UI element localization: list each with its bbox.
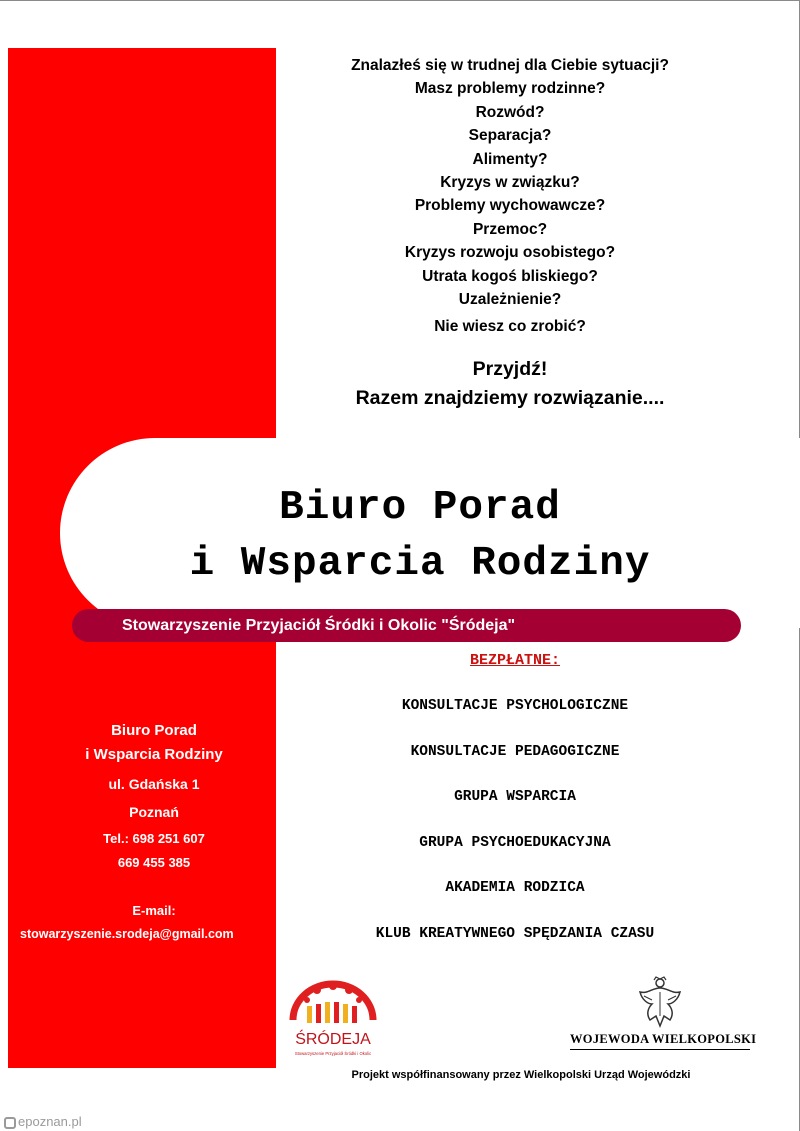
white-eagle-icon — [634, 976, 686, 1030]
question-line: Alimenty? — [472, 150, 548, 168]
watermark-text: epoznan.pl — [18, 1114, 82, 1129]
main-title-line1: Biuro Porad — [279, 485, 561, 531]
call-to-action — [290, 355, 730, 413]
wojewoda-logo — [570, 976, 757, 1052]
service-item: KLUB KREATYWNEGO SPĘDZANIA CZASU — [375, 925, 655, 942]
contact-name-line1: Biuro Porad — [111, 722, 197, 739]
srodeja-logo — [287, 980, 379, 1060]
dont-know-question: Nie wiesz co zrobić? — [434, 318, 586, 335]
contact-name-line2: i Wsparcia Rodziny — [85, 746, 223, 763]
association-banner: Stowarzyszenie Przyjaciół Śródki i Okolic "Śródeja" — [72, 609, 741, 642]
srodeja-emblem-icon — [287, 980, 379, 1060]
contact-phone1: Tel.: 698 251 607 — [103, 831, 205, 846]
main-title-line2: i Wsparcia Rodziny — [189, 541, 651, 587]
contact-city: Poznań — [129, 804, 179, 820]
question-line: Masz problemy rodzinne? — [414, 80, 606, 98]
project-note: Projekt współfinansowany przez Wielkopolski Urząd Wojewódzki — [351, 1069, 691, 1081]
srodeja-logo-subtitle: Stowarzyszenie Przyjaciół Śródki i Okolic — [294, 1051, 372, 1056]
question-list — [300, 54, 720, 311]
question-line: Rozwód? — [475, 103, 545, 121]
contact-email-label: E-mail: — [132, 903, 176, 918]
service-item: GRUPA PSYCHOEDUKACYJNA — [419, 834, 611, 851]
service-item: GRUPA WSPARCIA — [454, 789, 576, 805]
question-line: Utrata kogoś bliskiego? — [422, 267, 598, 285]
watermark — [4, 1114, 82, 1129]
srodeja-logo-name: ŚRÓDEJA — [295, 1031, 371, 1048]
contact-phone2: 669 455 385 — [117, 855, 191, 870]
service-item: KONSULTACJE PEDAGOGICZNE — [410, 743, 620, 760]
question-line: Problemy wychowawcze? — [414, 197, 606, 215]
services-list — [320, 696, 710, 969]
service-item: KONSULTACJE PSYCHOLOGICZNE — [401, 698, 629, 714]
call-to-action-line2: Razem znajdziemy rozwiązanie.... — [355, 387, 665, 409]
main-title — [110, 480, 730, 592]
contact-email[interactable]: stowarzyszenie.srodeja@gmail.com — [20, 927, 234, 941]
question-line: Kryzys rozwoju osobistego? — [404, 244, 616, 262]
question-line: Uzależnienie? — [458, 291, 562, 309]
wojewoda-text: WOJEWODA WIELKOPOLSKI — [570, 1032, 750, 1050]
epoznan-logo-icon — [4, 1117, 16, 1129]
free-heading: BEZPŁATNE: — [469, 652, 560, 669]
call-to-action-line1: Przyjdź! — [472, 358, 548, 380]
question-line: Separacja? — [468, 127, 552, 145]
question-line: Przemoc? — [472, 220, 548, 238]
contact-street: ul. Gdańska 1 — [108, 776, 200, 792]
question-line: Znalazłeś się w trudnej dla Ciebie sytuacji? — [351, 57, 669, 74]
service-item: AKADEMIA RODZICA — [445, 880, 585, 896]
question-line: Kryzys w związku? — [440, 174, 580, 192]
